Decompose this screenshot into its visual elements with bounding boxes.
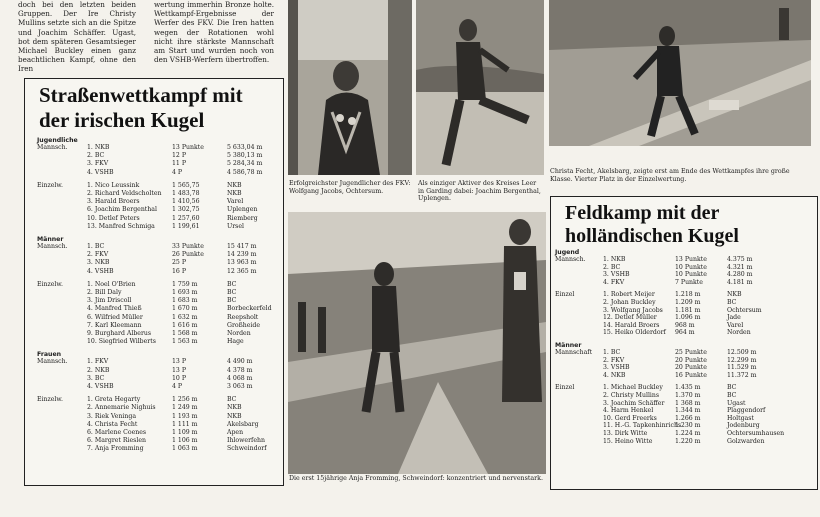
- result-score: 1 632 m: [172, 313, 198, 321]
- result-name: 1. Noel O'Brien: [87, 280, 136, 288]
- result-value: Plaggendorf: [727, 407, 766, 415]
- result-score: 25 Punkte: [675, 349, 707, 356]
- result-score: 25 P: [172, 259, 187, 267]
- result-row: [555, 430, 813, 438]
- result-row: [37, 437, 277, 445]
- result-score: 1 199,61: [172, 222, 200, 230]
- result-value: 4 490 m: [227, 358, 253, 366]
- result-name: 11. H.-G. Tapkenhinrichs: [603, 422, 682, 430]
- result-name: 10. Gerd Freerks: [603, 414, 657, 422]
- section-heading: Männer: [37, 236, 64, 243]
- result-score: 26 Punkte: [172, 251, 204, 259]
- result-name: 3. FKV: [87, 160, 109, 168]
- result-row: [37, 259, 277, 267]
- result-row: [555, 372, 813, 380]
- result-row: [37, 198, 277, 206]
- result-score: 1 257,60: [172, 214, 200, 222]
- result-score: 1.220 m: [675, 437, 701, 445]
- result-score: 7 Punkte: [675, 278, 703, 286]
- result-row: [37, 223, 277, 231]
- result-name: 10. Detlef Peters: [87, 214, 140, 222]
- result-row: [37, 322, 277, 330]
- result-score: 1 063 m: [172, 445, 198, 453]
- result-value: 12.509 m: [727, 349, 757, 356]
- result-score: 1 683 m: [172, 297, 198, 305]
- result-score: 1 111 m: [172, 420, 198, 428]
- result-score: 10 Punkte: [675, 271, 707, 279]
- result-score: 1 759 m: [172, 280, 198, 288]
- result-row: [555, 264, 813, 272]
- result-row: [555, 322, 813, 330]
- result-score: 4 P: [172, 383, 183, 390]
- result-score: 1.266 m: [675, 414, 701, 422]
- result-name: 2. FKV: [87, 251, 109, 259]
- result-row: [37, 268, 277, 276]
- photo-image-4: [288, 212, 546, 474]
- result-score: 16 P: [172, 267, 187, 275]
- result-row: [37, 305, 277, 313]
- results-list: [555, 249, 813, 485]
- result-name: 2. BC: [87, 152, 105, 160]
- result-name: 3. Joachim Schäffer: [603, 399, 665, 407]
- result-row: [555, 307, 813, 315]
- result-name: 3. BC: [87, 374, 105, 382]
- result-name: 12. Detlef Müller: [603, 314, 657, 322]
- result-value: 4.375 m: [727, 256, 753, 263]
- result-row: [37, 169, 277, 177]
- result-value: 4.321 m: [727, 263, 753, 271]
- result-value: Ochtersum: [727, 306, 762, 314]
- result-value: Jade: [727, 314, 741, 322]
- section-heading: Jugendliche: [37, 137, 78, 144]
- result-row: [37, 375, 277, 383]
- result-value: BC: [227, 396, 237, 404]
- result-name: 7. Karl Kleemann: [87, 321, 142, 329]
- result-value: BC: [727, 384, 737, 392]
- photo-wolfgang-jacobs: [288, 0, 412, 175]
- result-row: [555, 415, 813, 423]
- category-label: Mannschaft: [555, 349, 593, 356]
- result-name: 15. Heiko Olderdorf: [603, 329, 666, 337]
- result-name: 6. Joachim Bergenthal: [87, 206, 157, 214]
- result-value: Varel: [727, 321, 744, 329]
- result-row: [37, 396, 277, 404]
- result-value: Jodenburg: [727, 422, 760, 430]
- result-value: Riemberg: [227, 214, 258, 222]
- result-name: 1. Greta Hegarty: [87, 396, 141, 404]
- result-value: NKB: [227, 190, 242, 197]
- result-value: Varel: [227, 198, 244, 206]
- result-value: 11.529 m: [727, 364, 757, 372]
- result-score: 4 P: [172, 168, 183, 176]
- result-row: [555, 384, 813, 392]
- result-row: [37, 144, 277, 152]
- result-score: 1.370 m: [675, 392, 701, 399]
- result-value: BC: [227, 297, 237, 305]
- result-value: NKB: [227, 412, 242, 420]
- result-name: 6. Wilfried Müller: [87, 313, 143, 321]
- result-row: [555, 349, 813, 357]
- result-name: 14. Harald Broers: [603, 321, 660, 329]
- result-value: Ursel: [227, 222, 244, 230]
- result-row: [37, 160, 277, 168]
- result-row: [37, 445, 277, 453]
- result-score: 10 Punkte: [675, 263, 707, 271]
- result-score: 13 P: [172, 358, 187, 366]
- result-row: [555, 400, 813, 408]
- result-score: 1 249 m: [172, 404, 198, 412]
- result-row: [37, 429, 277, 437]
- box-headline-line2: der irischen Kugel: [39, 108, 205, 132]
- result-score: 1 410,56: [172, 198, 200, 206]
- result-name: 3. Riek Veninga: [87, 412, 137, 420]
- results-box-irish-ball: [24, 78, 284, 486]
- result-value: 4 378 m: [227, 366, 253, 374]
- result-name: 6. Marlene Coenes: [87, 429, 147, 436]
- result-value: Ochtersumhausen: [727, 430, 785, 437]
- result-score: 1.218 m: [675, 291, 701, 299]
- result-row: [37, 206, 277, 214]
- result-row: [37, 314, 277, 322]
- result-row: [37, 413, 277, 421]
- result-row: [555, 291, 813, 299]
- result-score: 1 109 m: [172, 429, 198, 436]
- result-name: 2. NKB: [87, 366, 110, 374]
- result-row: [555, 256, 813, 264]
- result-value: NKB: [227, 404, 242, 412]
- photo-anja-fromming: [288, 212, 546, 474]
- result-row: [37, 182, 277, 190]
- result-value: 4 068 m: [227, 374, 253, 382]
- results-box-dutch-ball: [550, 196, 818, 490]
- result-score: 1 256 m: [172, 396, 198, 404]
- result-row: [37, 243, 277, 251]
- result-name: 4. VSHB: [87, 267, 114, 275]
- result-name: 1. NKB: [87, 144, 110, 151]
- result-score: 1.224 m: [675, 430, 701, 437]
- result-value: 4.181 m: [727, 278, 753, 286]
- result-row: [37, 330, 277, 338]
- intro-column-1: doch bei den letzten beiden Gruppen. Der Ire Christy Mullins setzte sich an die Spitze und Joachim Schäffer. Ugast, bot dem späteren Gesamtsieger Michael Buckley einen ganz beachtlichen Kampf, ohne den Iren: [18, 0, 136, 74]
- result-score: 1 106 m: [172, 437, 198, 445]
- result-row: [555, 438, 813, 446]
- result-value: BC: [727, 392, 737, 399]
- result-score: 1 483,78: [172, 190, 200, 197]
- result-name: 4. VSHB: [87, 168, 114, 176]
- box-headline-line2: holländischen Kugel: [565, 225, 739, 247]
- result-row: [37, 215, 277, 223]
- result-value: 3 063 m: [227, 383, 253, 390]
- result-value: Norden: [727, 329, 751, 337]
- result-name: 2. Johan Buckley: [603, 299, 656, 306]
- category-label: Mannsch.: [37, 358, 68, 366]
- result-value: 15 417 m: [227, 243, 257, 250]
- category-label: Mannsch.: [37, 243, 68, 250]
- result-name: 13. Manfred Schmiga: [87, 222, 155, 230]
- caption-photo-3: Christa Fecht, Akelsbarg, zeigte erst am Ende des Wettkampfes ihre große Klasse. Vierter Platz in der Einzelwertung.: [550, 168, 790, 183]
- result-value: Norden: [227, 330, 251, 337]
- result-name: 9. Burghard Alberus: [87, 330, 152, 337]
- result-name: 4. Manfred Thieß: [87, 305, 142, 313]
- category-label: Einzel: [555, 384, 575, 392]
- result-name: 1. BC: [87, 243, 105, 250]
- category-label: Mannsch.: [555, 256, 586, 263]
- result-row: [555, 407, 813, 415]
- result-score: 1 565,75: [172, 181, 200, 189]
- result-score: 1 616 m: [172, 321, 198, 329]
- result-value: 5 380,13 m: [227, 152, 263, 160]
- result-name: 2. Annemarie Nighuis: [87, 404, 156, 412]
- result-row: [555, 314, 813, 322]
- result-score: 13 P: [172, 366, 187, 374]
- result-score: 33 Punkte: [172, 243, 204, 250]
- caption-photo-1: Erfolgreichster Jugendlicher des FKV: Wolfgang Jacobs, Ochtersum.: [289, 180, 411, 195]
- result-value: Golzwarden: [727, 437, 765, 445]
- result-score: 1.209 m: [675, 299, 701, 306]
- result-value: Borbeckerfeld: [227, 305, 272, 313]
- result-score: 968 m: [675, 321, 695, 329]
- result-row: [37, 190, 277, 198]
- section-heading: Männer: [555, 342, 582, 349]
- box-headline-line1: Feldkamp mit der: [565, 202, 720, 224]
- category-label: Einzelw.: [37, 396, 63, 404]
- result-row: [37, 421, 277, 429]
- result-score: 1.344 m: [675, 407, 701, 415]
- result-score: 1 302,75: [172, 206, 200, 214]
- result-name: 7. Anja Fromming: [87, 445, 144, 453]
- result-row: [37, 297, 277, 305]
- result-name: 3. Harald Broers: [87, 198, 140, 206]
- result-value: Akelsbarg: [227, 420, 259, 428]
- result-score: 11 P: [172, 160, 187, 168]
- result-value: 13 963 m: [227, 259, 257, 267]
- result-name: 15. Heino Witte: [603, 437, 653, 445]
- result-name: 1. Robert Meijer: [603, 291, 655, 299]
- result-row: [37, 289, 277, 297]
- category-label: Mannsch.: [37, 144, 68, 151]
- result-row: [37, 358, 277, 366]
- result-value: Ihlowerfehn: [227, 437, 265, 445]
- section-heading: Jugend: [555, 249, 580, 256]
- result-value: Hage: [227, 338, 244, 346]
- result-row: [555, 279, 813, 287]
- result-row: [555, 357, 813, 365]
- category-label: Einzel: [555, 291, 575, 299]
- result-row: [37, 404, 277, 412]
- result-name: 1. NKB: [603, 256, 626, 263]
- result-name: 3. NKB: [87, 259, 110, 267]
- result-value: Apen: [227, 429, 244, 436]
- caption-photo-4: Die erst 15jährige Anja Fromming, Schweindorf: konzentriert und nervenstark.: [289, 475, 543, 482]
- result-name: 1. FKV: [87, 358, 109, 366]
- result-value: Großheide: [227, 321, 261, 329]
- result-row: [555, 392, 813, 400]
- result-name: 2. FKV: [603, 356, 625, 364]
- result-score: 1.230 m: [675, 422, 701, 430]
- result-value: NKB: [227, 181, 242, 189]
- result-name: 2. BC: [603, 263, 621, 271]
- result-score: 1.181 m: [675, 306, 701, 314]
- result-name: 3. VSHB: [603, 271, 630, 279]
- result-score: 1 193 m: [172, 412, 198, 420]
- result-value: Schweindorf: [227, 445, 267, 453]
- result-row: [37, 338, 277, 346]
- results-list: [37, 137, 277, 481]
- result-score: 1.435 m: [675, 384, 701, 392]
- box-headline-line1: Straßenwettkampf mit: [39, 83, 243, 107]
- result-value: 12 365 m: [227, 267, 257, 275]
- result-value: Uplengen: [227, 206, 258, 214]
- result-score: 1 670 m: [172, 305, 198, 313]
- result-score: 13 Punkte: [172, 144, 204, 151]
- result-value: 14 239 m: [227, 251, 257, 259]
- result-score: 1 563 m: [172, 338, 198, 346]
- result-name: 4. NKB: [603, 371, 626, 379]
- result-value: 5 633,04 m: [227, 144, 263, 151]
- result-row: [555, 299, 813, 307]
- photo-image-3: [549, 0, 811, 146]
- result-row: [37, 281, 277, 289]
- result-value: NKB: [727, 291, 742, 299]
- result-row: [555, 271, 813, 279]
- result-name: 2. Bill Daly: [87, 289, 122, 296]
- result-score: 13 Punkte: [675, 256, 707, 263]
- photo-image-1: [288, 0, 412, 175]
- result-score: 1 368 m: [675, 399, 701, 407]
- result-name: 1. Michael Buckley: [603, 384, 663, 392]
- result-row: [37, 367, 277, 375]
- result-name: 4. Harm Henkel: [603, 407, 654, 415]
- result-name: 6. Margret Rieslen: [87, 437, 146, 445]
- caption-photo-2: Als einziger Aktiver des Kreises Leer in Garding dabei: Joachim Bergenthal, Uplengen.: [418, 180, 541, 203]
- result-name: 13. Dirk Witte: [603, 430, 648, 437]
- result-row: [37, 152, 277, 160]
- result-row: [37, 251, 277, 259]
- result-row: [555, 329, 813, 337]
- result-score: 20 Punkte: [675, 356, 707, 364]
- result-value: Ugast: [727, 399, 746, 407]
- result-name: 10. Siegfried Wilberts: [87, 338, 156, 346]
- result-name: 4. Christa Fecht: [87, 420, 138, 428]
- category-label: Einzelw.: [37, 280, 63, 288]
- result-row: [555, 364, 813, 372]
- result-name: 3. VSHB: [603, 364, 630, 372]
- result-score: 16 Punkte: [675, 371, 707, 379]
- result-name: 2. Christy Mullins: [603, 392, 660, 399]
- result-name: 4. VSHB: [87, 383, 114, 390]
- result-value: BC: [727, 299, 737, 306]
- intro-column-2: wertung immerhin Bronze holte. Wettkampf-Ergebnisse der Werfer des FKV. Die Iren hatten wegen der Rotationen wohl nicht ihre stärkste Mannschaft am Start und wurden noch von den VSHB-Werfern übertroffen.: [154, 0, 274, 65]
- photo-christa-fecht: [549, 0, 811, 146]
- result-value: BC: [227, 289, 237, 296]
- result-name: 3. Jim Driscoll: [87, 297, 132, 305]
- result-name: 4. FKV: [603, 278, 625, 286]
- result-row: [555, 422, 813, 430]
- category-label: Einzelw.: [37, 181, 63, 189]
- result-value: Holtgast: [727, 414, 754, 422]
- result-name: 1. Nico Leussink: [87, 181, 140, 189]
- result-value: 12.299 m: [727, 356, 757, 364]
- result-row: [37, 383, 277, 391]
- result-score: 964 m: [675, 329, 695, 337]
- result-score: 1 693 m: [172, 289, 198, 296]
- photo-image-2: [416, 0, 544, 175]
- section-heading: Frauen: [37, 351, 62, 359]
- result-value: 4 586,78 m: [227, 168, 263, 176]
- result-score: 20 Punkte: [675, 364, 707, 372]
- result-score: 10 P: [172, 374, 187, 382]
- result-name: 1. BC: [603, 349, 621, 356]
- result-score: 12 P: [172, 152, 187, 160]
- result-name: 3. Wolfgang Jacobs: [603, 306, 663, 314]
- result-score: 1.096 m: [675, 314, 701, 322]
- result-value: Reepsholt: [227, 313, 259, 321]
- result-value: 11.372 m: [727, 371, 757, 379]
- result-value: 5 284,34 m: [227, 160, 263, 168]
- photo-joachim-bergenthal: [416, 0, 544, 175]
- result-score: 1 568 m: [172, 330, 198, 337]
- result-value: BC: [227, 280, 237, 288]
- result-name: 2. Richard Veldscholten: [87, 190, 162, 197]
- result-value: 4.280 m: [727, 271, 753, 279]
